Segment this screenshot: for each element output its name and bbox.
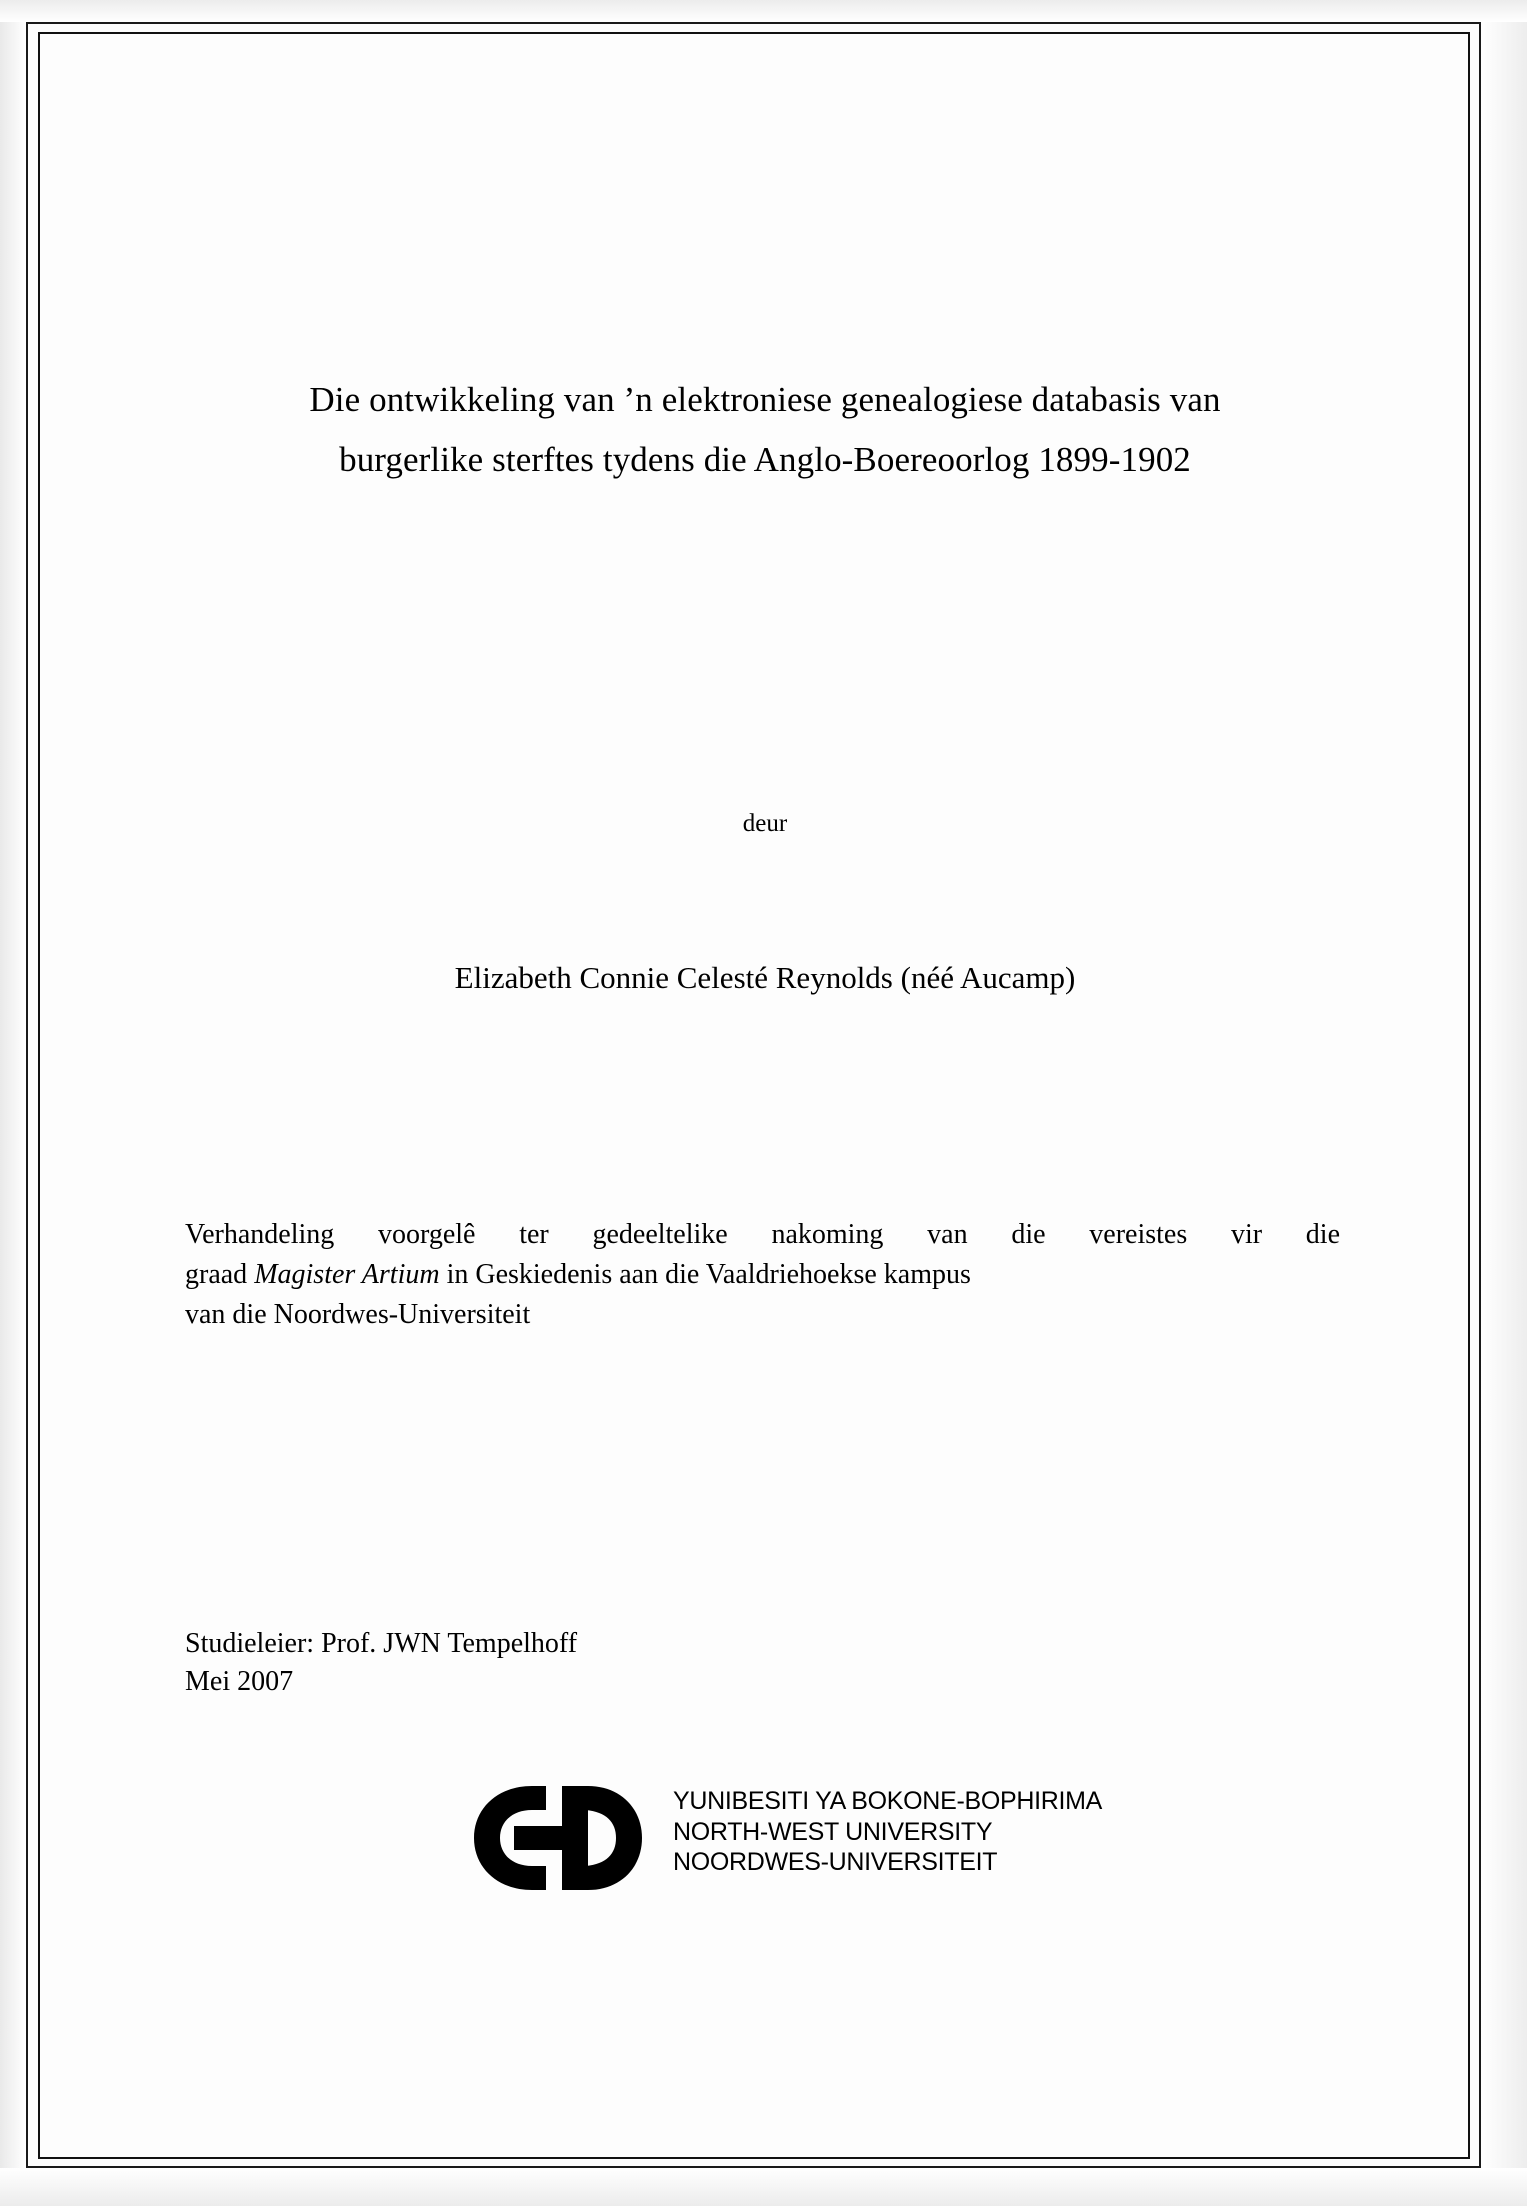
degree-statement-line-1: Verhandeling voorgelê ter gedeeltelike nakoming van die vereistes vir die xyxy=(185,1219,1340,1250)
north-west-university-logo-icon xyxy=(470,1784,665,1892)
degree-statement-line-2-suffix: in Geskiedenis aan die Vaaldriehoekse kampus xyxy=(439,1258,971,1290)
title-page-content xyxy=(180,0,1350,2206)
page-edge-shadow-right xyxy=(1481,0,1527,2206)
university-logo-text xyxy=(673,1786,1102,1878)
degree-name-italic: Magister Artium xyxy=(254,1258,440,1290)
university-name-english: NORTH-WEST UNIVERSITY xyxy=(673,1817,993,1846)
page-edge-shadow-left xyxy=(0,0,26,2206)
degree-statement-line-2 xyxy=(185,1255,1340,1295)
supervisor-block xyxy=(185,1625,1085,1701)
university-logo xyxy=(470,1780,1170,1900)
degree-statement-line-2-prefix: graad xyxy=(185,1258,255,1290)
by-label: deur xyxy=(742,810,788,837)
submission-date: Mei 2007 xyxy=(185,1665,294,1697)
university-name-afrikaans: NOORDWES-UNIVERSITEIT xyxy=(673,1848,998,1876)
document-title-line-1: Die ontwikkeling van ’n elektroniese genealogiese databasis van xyxy=(309,380,1221,419)
degree-statement-line-3: van die Noordwes-Universiteit xyxy=(185,1298,531,1330)
author-name: Elizabeth Connie Celesté Reynolds (néé Aucamp) xyxy=(454,960,1076,995)
university-name-tswana: YUNIBESITI YA BOKONE-BOPHIRIMA xyxy=(673,1787,1103,1815)
degree-statement xyxy=(185,1215,1340,1334)
document-title-line-2: burgerlike sterftes tydens die Anglo-Boereoorlog 1899-1902 xyxy=(339,440,1191,480)
supervisor-name: Studieleier: Prof. JWN Tempelhoff xyxy=(185,1628,578,1659)
document-title xyxy=(180,370,1350,490)
